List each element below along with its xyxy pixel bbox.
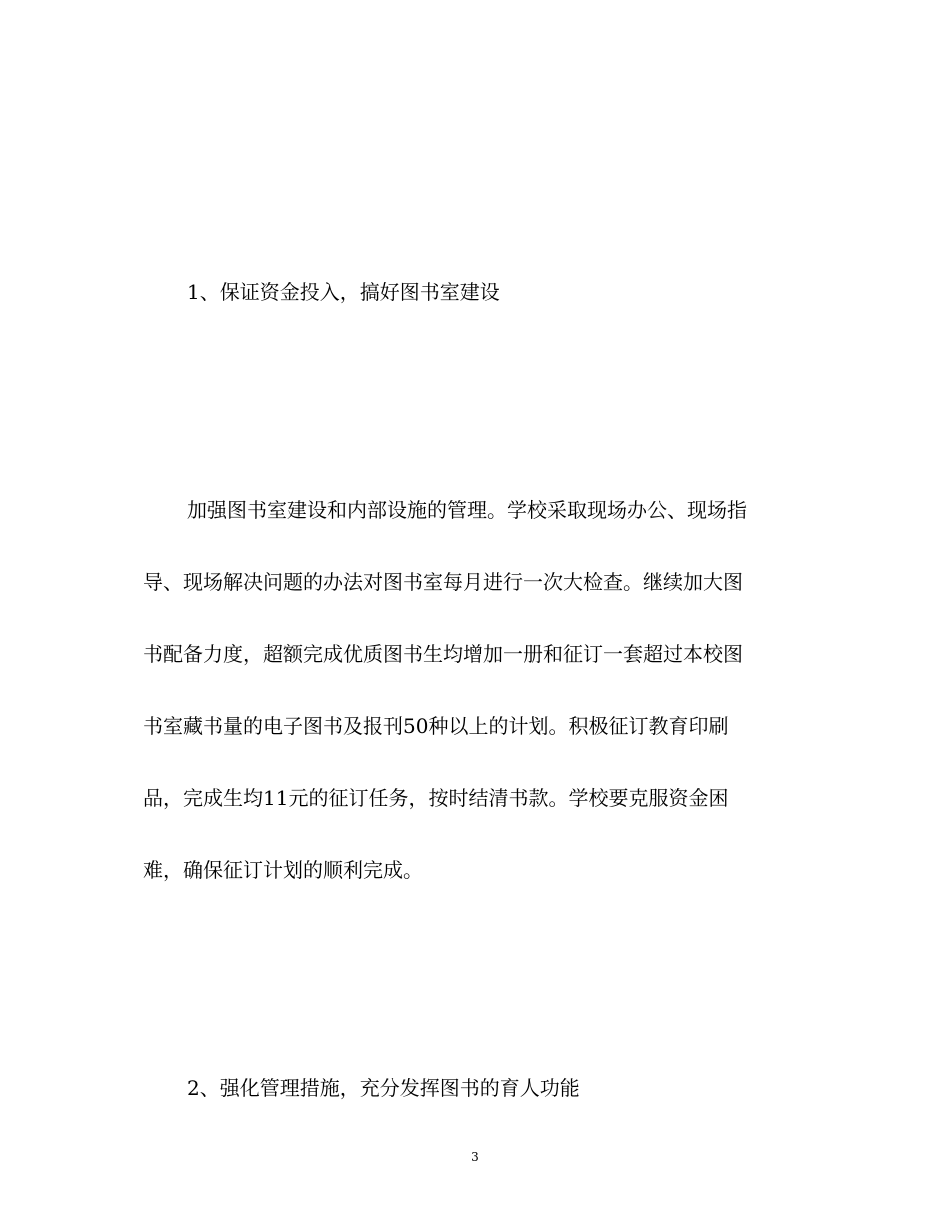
paragraph-line: 品，完成生均11元的征订任务，按时结清书款。学校要克服资金困: [143, 786, 729, 810]
paragraph-line: 导、现场解决问题的办法对图书室每月进行一次大检查。继续加大图: [143, 570, 743, 594]
section-1-heading: 1、保证资金投入，搞好图书室建设: [187, 280, 500, 304]
paragraph-line: 加强图书室建设和内部设施的管理。学校采取现场办公、现场指: [187, 498, 747, 522]
section-2-heading: 2、强化管理措施，充分发挥图书的育人功能: [187, 1076, 580, 1100]
paragraph-line: 书配备力度，超额完成优质图书生均增加一册和征订一套超过本校图: [143, 642, 743, 666]
paragraph-line: 书室藏书量的电子图书及报刊50种以上的计划。积极征订教育印刷: [143, 714, 729, 738]
page-number: 3: [471, 1150, 479, 1164]
section-1-paragraph: [143, 474, 813, 906]
paragraph-line: 难，确保征订计划的顺利完成。: [143, 858, 423, 882]
